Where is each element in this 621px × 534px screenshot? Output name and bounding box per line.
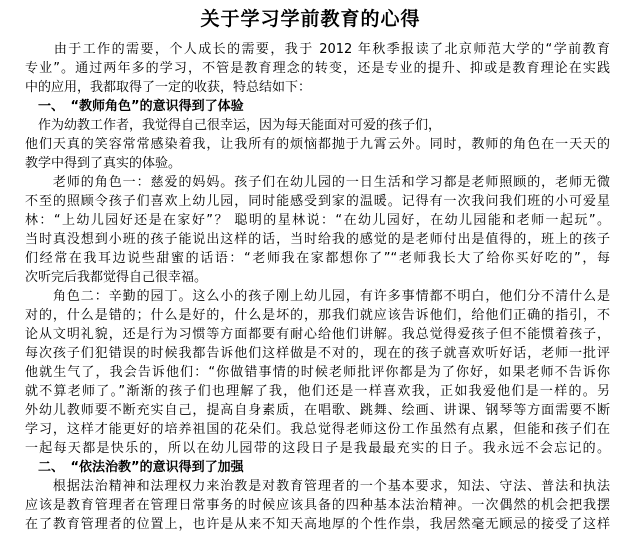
body-line-26: 在了教育管理者的位置上，也许是从来不知天高地厚的个性作祟，我居然毫无顾忌的接受了这样 (25, 517, 610, 532)
body-line-9: 不至的照顾令孩子们喜欢上幼儿园，同时能感受到家的温暖。记得有一次我问我们班的小可爱星 (25, 194, 610, 209)
body-line-5: 作为幼教工作者，我觉得自己很幸运，因为每天能面对可爱的孩子们， (25, 118, 442, 133)
body-line-18: 他就生气了，我会告诉他们：“你做错事情的时候老师批评你都是为了你好，如果老师不告诉你 (25, 365, 610, 380)
body-line-3: 中的应用，我都取得了一定的收获，特总结如下： (25, 80, 312, 95)
body-line-16: 论从文明礼貌，还是行为习惯等方面都要有耐心给他们讲解。我总觉得爱孩子但不能惯着孩子， (25, 327, 610, 342)
body-line-8: 老师的角色一：慈爱的妈妈。孩子们在幼儿园的一日生活和学习都是老师照顾的，老师无微 (25, 175, 610, 190)
body-line-2: 专业”。通过两年多的学习，不管是教育理念的转变，还是专业的提升、抑或是教育理论在实践 (25, 61, 610, 76)
body-line-1: 由于工作的需要，个人成长的需要，我于 2012 年秋季报读了北京师范大学的“学前教育 (25, 42, 610, 57)
body-line-21: 学习，这样才能更好的培养祖国的花朵们。我总觉得老师这份工作虽然有点累，但能和孩子们在 (25, 422, 610, 437)
section-heading-2: 二、 “依法治教”的意识得到了加强 (25, 460, 244, 475)
body-line-11: 当时真没想到小班的孩子能说出这样的话，当时给我的感觉的是老师付出是值得的，班上的孩子 (25, 232, 610, 247)
body-line-22: 一起每天都是快乐的，所以在幼儿园带的这段日子是我最最充实的日子。我永远不会忘记的。 (25, 441, 610, 456)
body-line-7: 教学中得到了真实的体验。 (25, 156, 182, 171)
body-line-24: 根据法治精神和法理权力来治教是对教育管理者的一个基本要求，知法、守法、普法和执法 (25, 479, 610, 494)
body-line-17: 每次孩子们犯错误的时候我都告诉他们这样做是不对的，现在的孩子就喜欢听好话，老师一批评 (25, 346, 610, 361)
body-line-14: 角色二：辛勤的园丁。这么小的孩子刚上幼儿园，有许多事情都不明白，他们分不清什么是 (25, 289, 610, 304)
body-line-13: 次听完后我都觉得自己很幸福。 (25, 270, 208, 285)
body-line-25: 应该是教育管理者在管理日常事务的时候应该具备的四种基本法治精神。一次偶然的机会把我摆 (25, 498, 610, 513)
body-line-20: 外幼儿教师要不断充实自己，提高自身素质，在唱歌、跳舞、绘画、讲课、钢琴等方面需要不断 (25, 403, 610, 418)
section-heading-1: 一、 “教师角色”的意识得到了体验 (25, 99, 244, 114)
body-line-12: 们经常在我耳边说些甜蜜的话语：“老师我在家都想你了”“老师我长大了给你买好吃的”，每 (25, 251, 610, 266)
document-title: 关于学习学前教育的心得 (200, 8, 421, 30)
body-line-19: 就不算老师了。”渐渐的孩子们也理解了我，他们还是一样喜欢我，正如我爱他们是一样的。另 (25, 384, 610, 399)
body-line-10: 林：“上幼儿园好还是在家好”？ 聪明的星林说：“在幼儿园好，在幼儿园能和老师一起玩”。 (25, 213, 610, 228)
body-line-15: 对的，什么是错的；什么是好的，什么是坏的，那我们就应该告诉他们，给他们正确的指引，不 (25, 308, 610, 323)
body-line-6: 他们天真的笑容常常感染着我，让我所有的烦恼都抛于九霄云外。同时，教师的角色在一天天的 (25, 137, 610, 152)
